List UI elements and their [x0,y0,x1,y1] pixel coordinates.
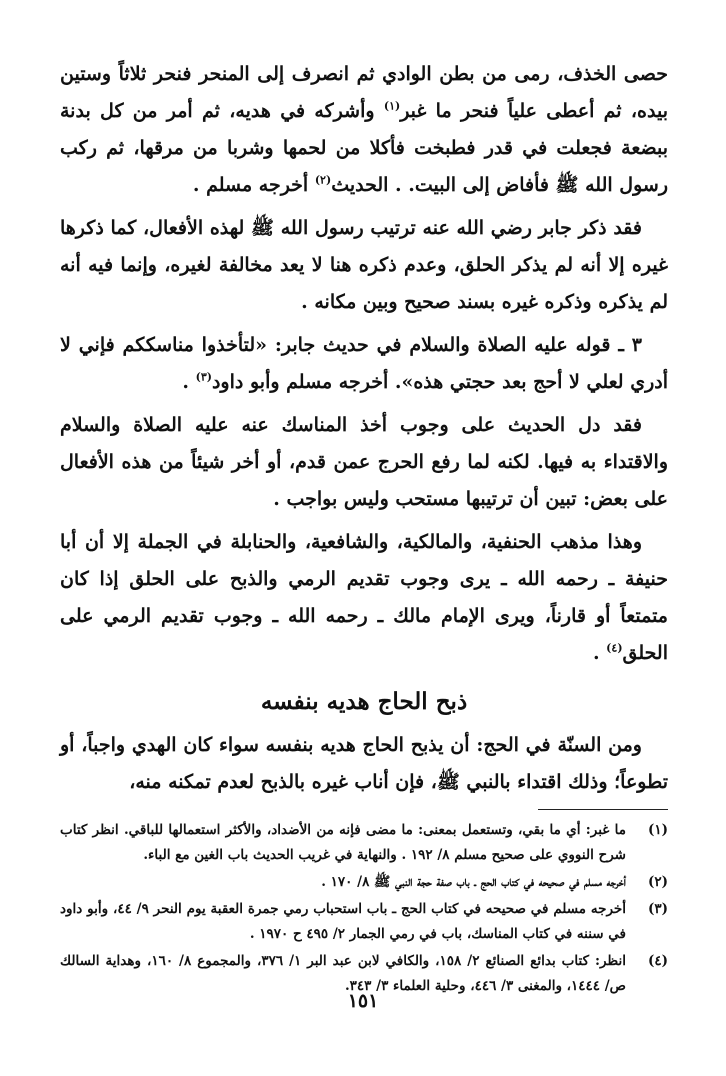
paragraph-1-text-a: حصى الخذف، رمى من بطن الوادي ثم انصرف إلى المنحر فنحر ثلاثاً وستين بيده، ثم أعطى علياً فنحر ما غبر [60,63,668,122]
paragraph-6: ومن السنّة في الحج: أن يذبح الحاج هديه بنفسه سواء كان الهدي واجباً، أو تطوعاً؛ وذلك اقتداء بالنبي ﷺ، فإن أناب غيره بالذبح لعدم تمكنه منه، [60,734,668,793]
paragraph-4: فقد دل الحديث على وجوب أخذ المناسك عنه عليه الصلاة والسلام والاقتداء به فيها. لكنه لما رفع الحرج عمن قدم، أو أخر شيئاً من هذه الأفعال على بعض: تبين أن ترتيبها مستحب وليس بواجب . [60,414,668,510]
paragraph-3 [60,327,668,401]
footnote-item [60,818,668,868]
footnote-ref-2[interactable]: (٢) [314,173,332,187]
paragraph-3-end: . [182,371,196,393]
footnote-text: أخرجه مسلم في صحيحه في كتاب الحج ـ باب صفة حجة النبي ﷺ ٨/ ١٧٠ . [321,874,626,890]
footnotes [60,818,668,999]
footnote-text: انظر: كتاب بدائع الصنائع ٢/ ١٥٨، والكافي لابن عبد البر ١/ ٣٧٦، والمجموع ٨/ ١٦٠، وهداية السالك ص/ ١٤٤٤، والمغنى ٣/ ٤٤٦، وحلية العلماء ٣/ ٣٤٣. [60,953,626,994]
footnote-ref-1[interactable]: (١) [383,99,401,113]
paragraph-1 [60,56,668,204]
footnote-item [60,897,668,947]
footnote-number: (٣) [647,901,668,917]
footnote-text: أخرجه مسلم في صحيحه في كتاب الحج ـ باب استحباب رمي جمرة العقبة يوم النحر ٩/ ٤٤، وأبو داود في سننه في كتاب المناسك، باب في رمي الجمار ٢/ ٤٩٥ ح ١٩٧٠ . [60,901,626,942]
footnote-number: (٤) [647,953,668,969]
footnote-item [60,870,668,895]
footnote-text: ما غبر: أي ما بقي، وتستعمل بمعنى: ما مضى فإنه من الأضداد، والأكثر استعمالها للباقي. انظر كتاب شرح النووي على صحيح مسلم ٨/ ١٩٢ . والنهاية في غريب الحديث باب الغين مع الباء. [60,822,626,863]
footnote-divider [538,809,668,810]
section-heading: ذبح الحاج هديه بنفسه [260,688,468,715]
paragraph-1-text-b: وأشركه في هديه، ثم أمر من كل بدنة ببضعة فجعلت في قدر فطبخت فأكلا من لحمها وشربا من مرقها، ثم ركب رسول الله ﷺ فأفاض إلى البيت. . الحديث [60,100,668,196]
footnote-number: (٢) [647,874,668,890]
paragraph-3-text: ٣ ـ قوله عليه الصلاة والسلام في حديث جابر: «لتأخذوا مناسككم فإني لا أدري لعلي لا أحج بعد حجتي هذه». أخرجه مسلم وأبو داود [60,334,668,393]
footnote-ref-4[interactable]: (٤) [606,641,623,655]
paragraph-5-end: . [592,642,607,664]
page-number: ١٥١ [347,990,379,1012]
paragraph-1-text-c: أخرجه مسلم . [192,174,315,196]
paragraph-5 [60,524,668,672]
paragraph-2: فقد ذكر جابر رضي الله عنه ترتيب رسول الله ﷺ لهذه الأفعال، كما ذكرها غيره إلا أنه لم يذكر الحلق، وعدم ذكره هنا لا يعد مخالفة لغيره، وإنما فيه أنه لم يذكره وذكره غيره بسند صحيح وبين مكانه . [60,217,668,313]
paragraph-5-text: وهذا مذهب الحنفية، والمالكية، والشافعية، والحنابلة في الجملة إلا أن أبا حنيفة ـ رحمه الله ـ يرى وجوب تقديم الرمي والذبح على الحلق إذا كان متمتعاً أو قارناً، ويرى الإمام مالك ـ رحمه الله ـ وجوب تقديم الرمي على الحلق [60,531,668,664]
footnote-number: (١) [647,822,668,838]
footnote-ref-3[interactable]: (٣) [195,370,212,384]
